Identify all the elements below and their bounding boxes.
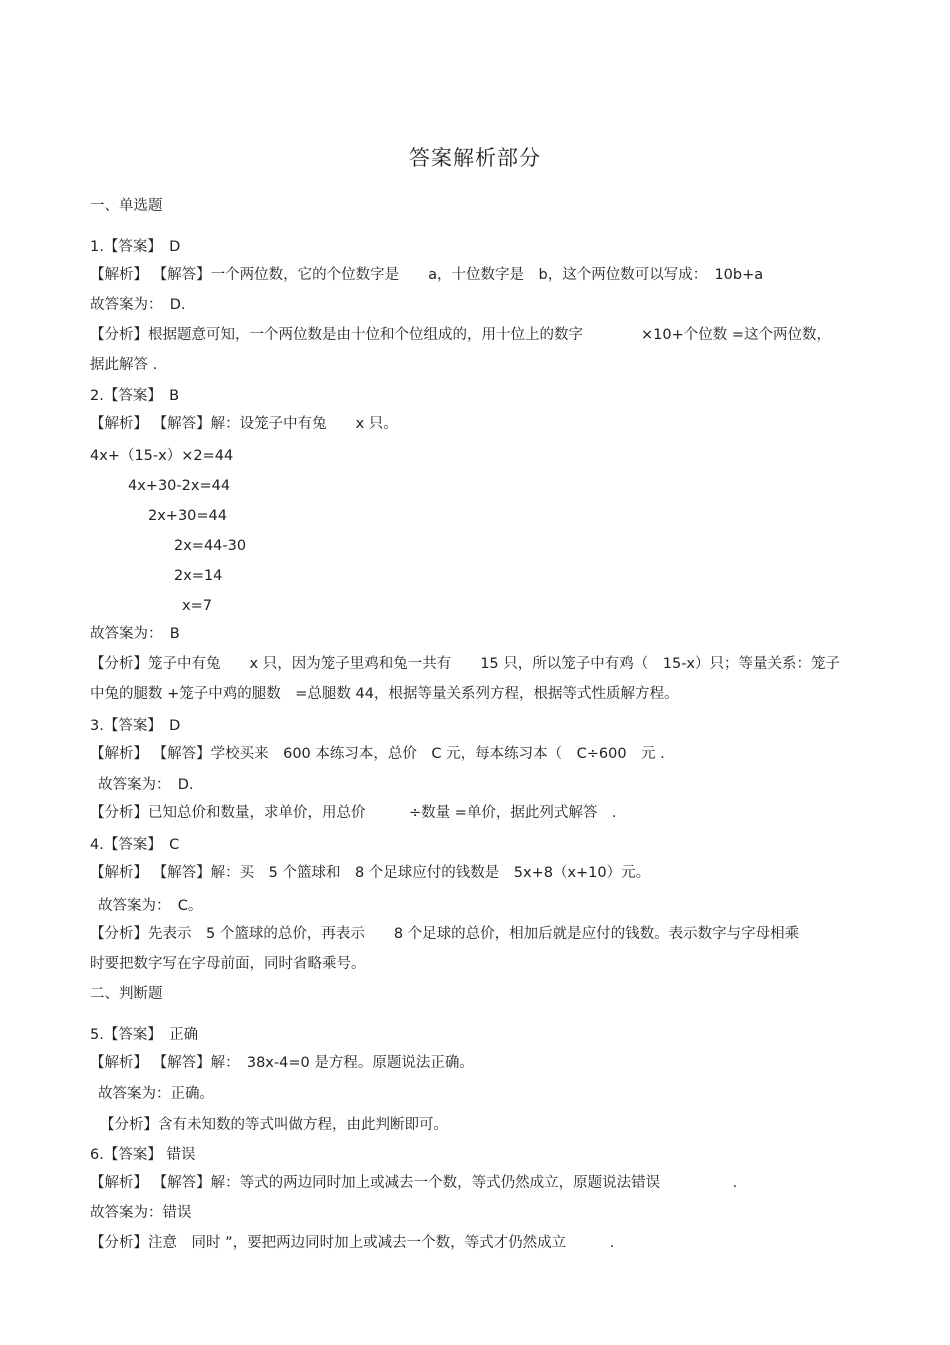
text-line: 2x=14 [174,568,223,584]
text-line: 【分析】根据题意可知，一个两位数是由十位和个位组成的，用十位上的数字 ×10+个位数 =这个两位数， [90,327,832,343]
text-line: 故答案为： B [90,626,180,642]
text-line: 4x+（15-x）×2=44 [90,448,234,464]
text-line: 4x+30-2x=44 [128,478,231,494]
text-line: 【解析】 【解答】解：买 5 个篮球和 8 个足球应付的钱数是 5x+8（x+10）元。 [90,865,651,881]
text-line: 据此解答 . [90,357,158,373]
text-line: 2.【答案】 B [90,388,180,404]
text-line: 故答案为： D. [90,297,186,313]
text-line: 2x+30=44 [148,508,228,524]
text-line: 5.【答案】 正确 [90,1027,199,1043]
text-line: 【解析】 【解答】学校买来 600 本练习本，总价 C 元，每本练习本（ C÷600 元 . [90,746,665,762]
text-line: 时要把数字写在字母前面，同时省略乘号。 [90,956,366,972]
text-line: x=7 [182,598,212,614]
text-line: 4.【答案】 C [90,837,180,853]
text-line: 【解析】 【解答】解：等式的两边同时加上或减去一个数，等式仍然成立，原题说法错误 . [90,1175,738,1191]
text-line: 【解析】 【解答】一个两位数，它的个位数字是 a，十位数字是 b，这个两位数可以写成： 10b+a [90,267,764,283]
text-line: 2x=44-30 [174,538,247,554]
text-line: 【分析】笼子中有兔 x 只，因为笼子里鸡和兔一共有 15 只，所以笼子中有鸡（ 15-x）只；等量关系：笼子 [90,656,841,672]
text-line: 【分析】注意 同时 ”，要把两边同时加上或减去一个数，等式才仍然成立 . [90,1235,615,1251]
text-line: 故答案为：错误 [90,1205,192,1221]
text-line: 中兔的腿数 +笼子中鸡的腿数 =总腿数 44，根据等量关系列方程，根据等式性质解方程。 [90,686,679,702]
text-line: 故答案为： D. [98,777,194,793]
text-line: 【分析】已知总价和数量，求单价，用总价 ÷数量 =单价，据此列式解答 . [90,805,617,821]
page-title: 答案解析部分 [409,146,541,170]
text-line: 1.【答案】 D [90,239,181,255]
text-line: 3.【答案】 D [90,718,181,734]
text-line: 【解析】 【解答】解：设笼子中有兔 x 只。 [90,416,398,432]
text-line: 故答案为： C。 [98,898,203,914]
text-line: 二、判断题 [90,986,163,1002]
text-line: 6.【答案】 错误 [90,1147,196,1163]
text-line: 【解析】 【解答】解： 38x-4=0 是方程。原题说法正确。 [90,1055,474,1071]
text-line: 故答案为：正确。 [98,1086,214,1102]
text-line: 一、单选题 [90,198,163,214]
text-line: 【分析】含有未知数的等式叫做方程，由此判断即可。 [100,1117,448,1133]
text-line: 【分析】先表示 5 个篮球的总价，再表示 8 个足球的总价，相加后就是应付的钱数。表示数字与字母相乘 [90,926,800,942]
